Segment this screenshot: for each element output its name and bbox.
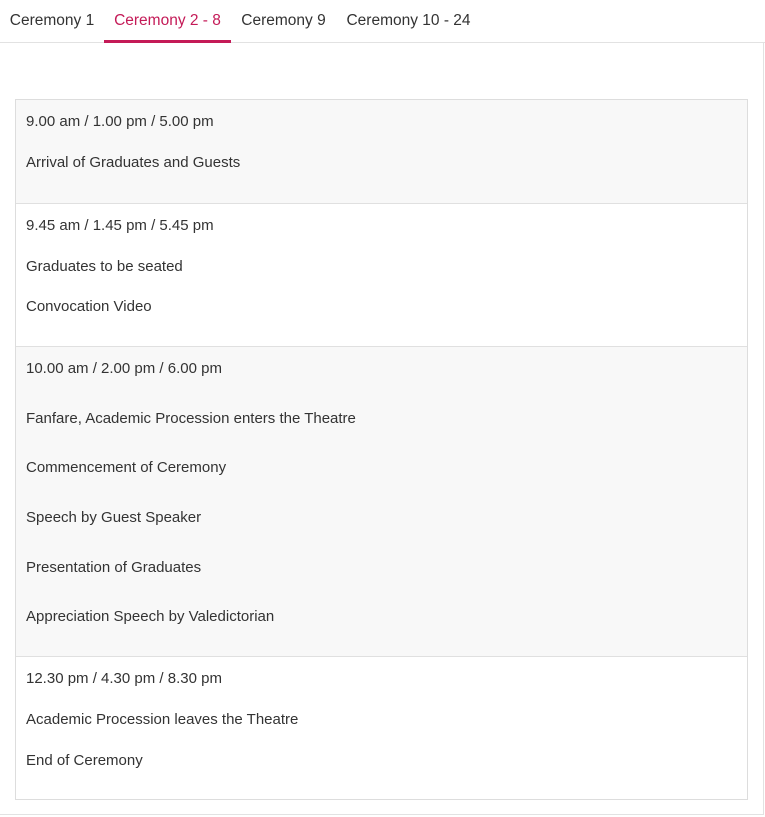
schedule-item: Convocation Video — [26, 298, 152, 315]
schedule-time: 9.45 am / 1.45 pm / 5.45 pm — [26, 217, 214, 234]
schedule-block — [16, 346, 747, 656]
schedule-time: 10.00 am / 2.00 pm / 6.00 pm — [26, 360, 222, 377]
tab-panel — [0, 43, 764, 815]
schedule-item: Academic Procession leaves the Theatre — [26, 711, 299, 728]
tab-ceremony-1[interactable]: Ceremony 1 — [9, 12, 95, 29]
tab-ceremony-9[interactable]: Ceremony 9 — [241, 12, 326, 29]
schedule-item: End of Ceremony — [26, 752, 143, 769]
schedule-block — [16, 100, 747, 203]
tab-ceremony-10-24[interactable]: Ceremony 10 - 24 — [346, 12, 471, 29]
schedule-item: Arrival of Graduates and Guests — [26, 154, 241, 171]
ceremony-tabs — [0, 0, 765, 43]
tab-ceremony-2-8[interactable]: Ceremony 2 - 8 — [104, 0, 231, 43]
schedule-item: Presentation of Graduates — [26, 559, 202, 576]
schedule-item: Graduates to be seated — [26, 258, 183, 275]
schedule-time: 9.00 am / 1.00 pm / 5.00 pm — [26, 113, 214, 130]
schedule-block — [16, 656, 747, 799]
schedule-block — [16, 203, 747, 346]
schedule-item: Appreciation Speech by Valedictorian — [26, 608, 275, 625]
schedule-item: Speech by Guest Speaker — [26, 509, 202, 526]
schedule-table — [15, 99, 748, 800]
schedule-item: Commencement of Ceremony — [26, 459, 227, 476]
schedule-item: Fanfare, Academic Procession enters the Theatre — [26, 410, 356, 427]
schedule-time: 12.30 pm / 4.30 pm / 8.30 pm — [26, 670, 222, 687]
